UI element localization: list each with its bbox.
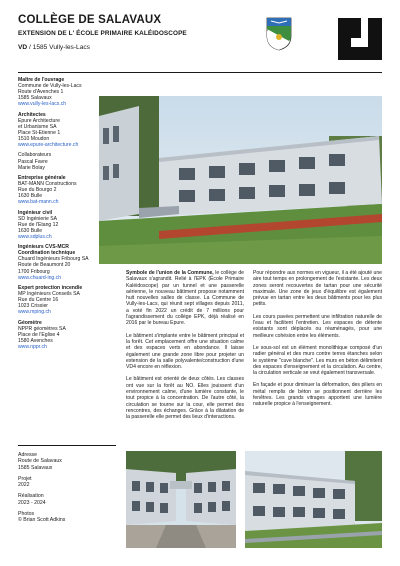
credit-line: Rue de l'Etang 12 <box>18 221 59 228</box>
body-paragraph: Le sous-sol est un élément monolithique composé d'un radier général et des murs contre terres étanches selon le système "cuve blanche". Les murs en béton délimitent des espaces d'enseignement et la circulation. Au centre, la circulation verticale se veut également transversale. <box>253 344 382 377</box>
credit-role: Entreprise générale <box>18 174 66 181</box>
info-value: Route de Salavaux <box>18 458 62 465</box>
body-column-right <box>253 270 382 414</box>
credit-line: 1700 Fribourg <box>18 268 50 275</box>
info-realisation <box>18 493 118 506</box>
info-label: Photos <box>18 511 35 518</box>
credit-line: Commune de Vully-les-Lacs <box>18 83 82 90</box>
credit-line: Place St-Etienne 1 <box>18 129 61 136</box>
credit-url[interactable]: www.mping.ch <box>18 309 51 316</box>
epure-logo-icon <box>338 18 382 60</box>
credit-line: SD Ingénierie SA <box>18 215 58 222</box>
sidebar-divider <box>18 445 116 446</box>
info-projet <box>18 476 118 489</box>
info-value: 1585 Salavaux <box>18 464 53 471</box>
body-paragraph: En façade et pour diminuer la déformation, des piliers en métal remplis de béton se positionnent derrière les fenêtres. Les grands vitrages apportent une lumière naturelle propice à l'enseignement. <box>253 382 382 408</box>
credit-url[interactable]: www.nppr.ch <box>18 343 47 350</box>
credit-line: Epure Architecture <box>18 117 60 124</box>
info-label: Réalisation <box>18 493 44 500</box>
info-adresse <box>18 452 118 471</box>
credit-line: 1510 Moudon <box>18 136 50 143</box>
credit-line: 1630 Bulle <box>18 193 43 200</box>
credit-line: Rue du Centre 16 <box>18 297 59 304</box>
credit-line: Marie Bolay <box>18 164 45 171</box>
credit-role: Géomètre <box>18 319 42 326</box>
body-paragraph: Le bâtiment est orienté de deux côtés. Les classes ont vue sur la forêt au NO. Elles jouissent d'un environnement calme, d'une lumière constante, le tout propice à la concentration. De l'autre côté, la circulation se tourne sur la cour, elle permet des rencontres, des échanges. Grâce à la dilatation de la passerelle elle permet des lieux d'interactions. <box>126 376 244 421</box>
commune-crest-icon <box>266 17 292 51</box>
body-column-left <box>126 270 244 427</box>
credit-line: 1585 Salavaux <box>18 95 52 102</box>
header-divider <box>18 72 382 73</box>
project-subtitle: EXTENSION DE L' ÉCOLE PRIMAIRE KALÉIDOSCOPE <box>18 30 187 37</box>
credit-role: Ingénieurs CVS-MCR <box>18 244 69 251</box>
main-photo <box>99 96 382 264</box>
photo-facade <box>245 451 382 548</box>
credit-url[interactable]: www.vully-les-lacs.ch <box>18 101 67 108</box>
info-photos <box>18 511 118 524</box>
credit-line: Pascal Favre <box>18 158 48 165</box>
credit-line: Route de Beaumont 20 <box>18 262 71 269</box>
credit-line: 1630 Bulle <box>18 227 43 234</box>
info-label: Projet <box>18 475 32 482</box>
body-paragraph: Les cours pavées permettent une infiltration naturelle de l'eau et facilitent l'entretien. Les espaces de détente existants sont déplacés ou réaménagés, pour une meilleure cohésion entre les éléments. <box>253 313 382 339</box>
credit-url[interactable]: www.sdplus.ch <box>18 233 52 240</box>
canton-code: VD <box>18 44 28 51</box>
credit-role: Maître de l'ouvrage <box>18 77 65 83</box>
project-title: COLLÈGE DE SALAVAUX <box>18 14 162 26</box>
lead-text: Symbole de l'union de la Commune, <box>126 270 214 276</box>
project-info <box>18 452 118 529</box>
page-header <box>18 14 258 51</box>
credit-line: NPPR géomètres SA <box>18 325 66 332</box>
body-paragraph: Pour répondre aux normes en vigueur, il a été ajouté une aire tout temps en prolongement de l'existante. Les deux zones seront recouvertes de tartan pour une sécurité maximale. Une zone de jeux d'équilibre est également prévue en tartan entre les deux bâtiments pour les plus petits. <box>253 270 382 308</box>
info-value: 2023 - 2024 <box>18 499 46 506</box>
body-paragraph: Le bâtiment s'implante entre le bâtiment principal et la forêt. Cet emplacement offre une situation calme et des espaces verts en abondance. Il laisse également une grande zone libre pour projeter un extension de la salle polyvalente/construction d'une VD4 encore en réflexion. <box>126 332 244 371</box>
credit-url[interactable]: www.epure-architecture.ch <box>18 142 79 149</box>
info-value: 2022 <box>18 482 30 489</box>
credit-line: Rue du Bourgo 2 <box>18 187 57 194</box>
credit-incendie <box>18 285 118 315</box>
credit-role-secondary: Coordination technique <box>18 250 76 257</box>
credit-line: 1023 Crissier <box>18 303 49 310</box>
credit-role: Ingénieur civil <box>18 209 53 216</box>
credit-role: Architectes <box>18 111 46 118</box>
body-paragraph: Symbole de l'union de la Commune, le collège de Salavaux s'agrandit. Relié à l'EPK (École Primaire Kaléidoscope) par un tunnel et une passerelle aérienne, le nouveau bâtiment propose notamment huit nouvelles salles de classe. La Commune de Vully-les-Lacs, qui réunit sept villages depuis 2011, a voté fin 2022 un crédit de 7 millions pour l'agrandissement du collège EPK, déjà réalisé en 2016 par le bureau Epure. <box>126 270 244 327</box>
photo-courtyard <box>126 451 236 548</box>
locality: / 1585 Vully-les-Lacs <box>29 44 90 51</box>
credit-line: et Urbanisme SA <box>18 123 57 130</box>
credit-geometre <box>18 320 118 350</box>
credit-line: 1580 Avenches <box>18 337 53 344</box>
info-label: Adresse <box>18 452 38 458</box>
info-value: © Brian Scott Adkins <box>18 517 66 524</box>
credit-line: MP Ingénieurs Conseils SA <box>18 291 80 298</box>
credit-url[interactable]: www.chuard-ing.ch <box>18 274 62 281</box>
project-location <box>18 44 258 51</box>
credit-line: BAT-MANN Constructions <box>18 180 77 187</box>
credit-line: Chuard Ingénieurs Fribourg SA <box>18 256 89 263</box>
credit-role: Expert protection incendie <box>18 284 83 291</box>
credit-line: Route d'Avenches 1 <box>18 89 64 96</box>
credit-role: Collaborateurs <box>18 152 52 159</box>
credit-line: Place de l'Eglise 4 <box>18 331 60 338</box>
credit-url[interactable]: www.bat-mann.ch <box>18 199 59 206</box>
